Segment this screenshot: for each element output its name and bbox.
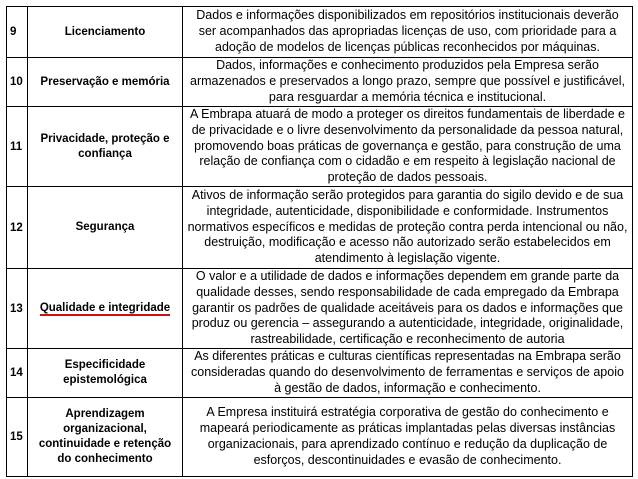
row-number: 9 xyxy=(7,7,28,58)
principle-title: Aprendizagem organizacional, continuidade e retenção do conhecimento xyxy=(28,398,183,477)
principle-title: Qualidade e integridade xyxy=(39,302,171,314)
principle-title: Preservação e memória xyxy=(28,58,183,107)
row-number: 11 xyxy=(7,107,28,187)
principle-description: Dados e informações disponibilizados em repositórios institucionais deverão ser acompanhados das apropriadas licenças de uso, com prioridade para a adoção de modelos de licenças públicas reconhecidos por máquinas. xyxy=(183,7,633,58)
table-row xyxy=(7,269,633,349)
principle-title: Especificidade epistemológica xyxy=(28,349,183,398)
table-row xyxy=(7,398,633,477)
principle-title: Segurança xyxy=(28,187,183,269)
row-number: 10 xyxy=(7,58,28,107)
principle-title-cell xyxy=(28,269,183,349)
principle-description: O valor e a utilidade de dados e informações dependem em grande parte da qualidade desses, sendo responsabilidade de cada empregado da Embrapa garantir os padrões de qualidade aceitáveis para os dados e informações que produz ou gerencia – assegurando a autenticidade, integridade, originalidade, rastreabilidade, certificação e reconhecimento de autoria xyxy=(183,269,633,349)
principle-description: A Empresa instituirá estratégia corporativa de gestão do conhecimento e mapeará periodicamente as práticas implantadas pelas diversas instâncias organizacionais, para aprendizado contínuo e redução da duplicação de esforços, descontinuidades e evasão de conhecimento. xyxy=(183,398,633,477)
row-number: 13 xyxy=(7,269,28,349)
table-row xyxy=(7,58,633,107)
principle-description: Ativos de informação serão protegidos para garantia do sigilo devido e de sua integridade, autenticidade, disponibilidade e conformidade. Instrumentos normativos específicos e medidas de proteção contra perda intencional ou não, destruição, modificação e acesso não autorizado serão estabelecidos em atendimento à legislação vigente. xyxy=(183,187,633,269)
table-row xyxy=(7,7,633,58)
row-number: 14 xyxy=(7,349,28,398)
row-number: 12 xyxy=(7,187,28,269)
principle-title: Licenciamento xyxy=(28,7,183,58)
principles-table xyxy=(6,6,633,477)
table-row xyxy=(7,187,633,269)
principle-title: Privacidade, proteção e confiança xyxy=(28,107,183,187)
principle-description: A Embrapa atuará de modo a proteger os direitos fundamentais de liberdade e de privacidade e o livre desenvolvimento da personalidade da pessoa natural, promovendo boas práticas de governança e gestão, para construção de uma relação de confiança com o cidadão e em respeito à legislação nacional de proteção de dados pessoais. xyxy=(183,107,633,187)
table-row xyxy=(7,107,633,187)
row-number: 15 xyxy=(7,398,28,477)
principle-description: As diferentes práticas e culturas científicas representadas na Embrapa serão consideradas quando do desenvolvimento de ferramentas e serviços de apoio à gestão de dados, informação e conhecimento. xyxy=(183,349,633,398)
principle-description: Dados, informações e conhecimento produzidos pela Empresa serão armazenados e preservados a longo prazo, sempre que possível e justificável, para resguardar a memória técnica e institucional. xyxy=(183,58,633,107)
table-row xyxy=(7,349,633,398)
